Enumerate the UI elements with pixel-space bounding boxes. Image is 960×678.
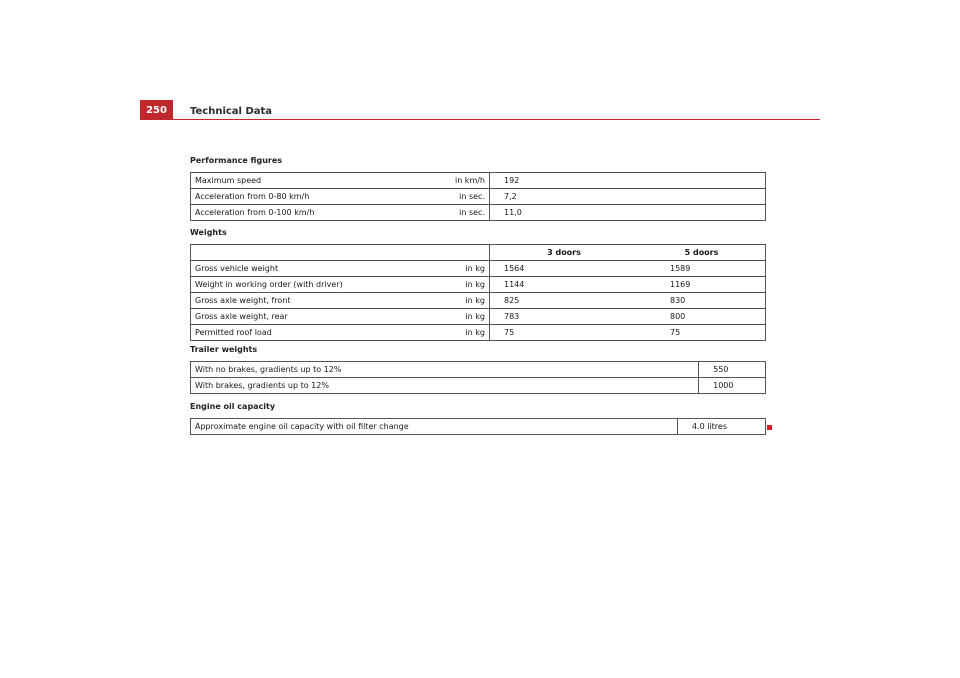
column-header-5-doors: 5 doors — [638, 245, 766, 261]
table-row — [191, 419, 766, 435]
table-row — [191, 378, 766, 394]
row-unit: in kg — [436, 309, 490, 325]
row-label: Permitted roof load — [191, 325, 437, 341]
row-label: With no brakes, gradients up to 12% — [191, 362, 699, 378]
oil-table — [190, 418, 766, 435]
row-value: 11,0 — [490, 205, 766, 221]
row-value-3-doors: 1144 — [490, 277, 639, 293]
page-header — [140, 100, 820, 120]
row-label: Acceleration from 0-80 km/h — [191, 189, 437, 205]
row-unit: in kg — [436, 325, 490, 341]
row-label: Weight in working order (with driver) — [191, 277, 437, 293]
row-label: Acceleration from 0-100 km/h — [191, 205, 437, 221]
table-row — [191, 173, 766, 189]
oil-title: Engine oil capacity — [190, 402, 276, 411]
section-end-marker — [767, 425, 772, 430]
row-unit: in kg — [436, 277, 490, 293]
performance-table — [190, 172, 766, 221]
row-value: 192 — [490, 173, 766, 189]
weights-table — [190, 244, 766, 341]
row-value: 7,2 — [490, 189, 766, 205]
performance-title: Performance figures — [190, 156, 283, 165]
row-value: 4.0 litres — [677, 419, 765, 435]
row-label: Gross axle weight, rear — [191, 309, 437, 325]
row-unit: in sec. — [436, 189, 490, 205]
row-value-3-doors: 1564 — [490, 261, 639, 277]
table-row — [191, 362, 766, 378]
row-unit: in km/h — [436, 173, 490, 189]
row-label: Maximum speed — [191, 173, 437, 189]
row-value-5-doors: 75 — [638, 325, 766, 341]
row-label: Approximate engine oil capacity with oil filter change — [191, 419, 678, 435]
table-row — [191, 205, 766, 221]
table-row — [191, 277, 766, 293]
row-value: 1000 — [699, 378, 766, 394]
row-unit: in sec. — [436, 205, 490, 221]
row-value: 550 — [699, 362, 766, 378]
row-unit: in kg — [436, 293, 490, 309]
row-value-3-doors: 783 — [490, 309, 639, 325]
row-label: Gross vehicle weight — [191, 261, 437, 277]
row-value-5-doors: 830 — [638, 293, 766, 309]
table-row — [191, 189, 766, 205]
page-title: Technical Data — [190, 106, 273, 117]
row-unit: in kg — [436, 261, 490, 277]
trailer-table — [190, 361, 766, 394]
row-value-3-doors: 825 — [490, 293, 639, 309]
column-header-3-doors: 3 doors — [490, 245, 639, 261]
table-row — [191, 261, 766, 277]
row-value-5-doors: 1169 — [638, 277, 766, 293]
row-value-5-doors: 800 — [638, 309, 766, 325]
table-row — [191, 309, 766, 325]
row-value-3-doors: 75 — [490, 325, 639, 341]
table-row — [191, 293, 766, 309]
trailer-title: Trailer weights — [190, 345, 258, 354]
row-label: Gross axle weight, front — [191, 293, 437, 309]
row-value-5-doors: 1589 — [638, 261, 766, 277]
weights-title: Weights — [190, 228, 227, 237]
table-row — [191, 325, 766, 341]
row-label: With brakes, gradients up to 12% — [191, 378, 699, 394]
table-header-row — [191, 245, 766, 261]
header-spacer — [191, 245, 490, 261]
page-number: 250 — [140, 100, 173, 119]
